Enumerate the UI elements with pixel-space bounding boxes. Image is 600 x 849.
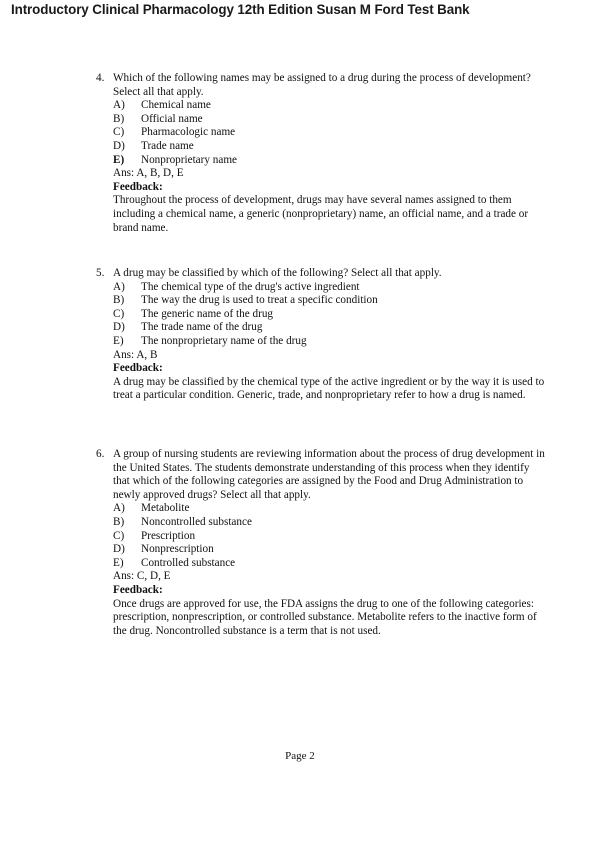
option-letter: C): [113, 529, 125, 542]
document-banner-title: Introductory Clinical Pharmacology 12th Edition Susan M Ford Test Bank: [11, 2, 470, 17]
option-text: Controlled substance: [141, 556, 236, 569]
option-letter: A): [113, 99, 125, 112]
answer-key: Ans: A, B: [113, 348, 158, 361]
option-e: [113, 335, 546, 349]
question-5: [96, 267, 546, 403]
question-text: A group of nursing students are reviewing information about the process of drug development in the United States. The students demonstrate understanding of this process when they identify that which of the following categories are assigned by the Food and Drug Administration to newly approved drugs? Select all that apply.: [113, 448, 545, 501]
option-letter: B): [113, 515, 125, 528]
option-text: Pharmacologic name: [141, 126, 236, 139]
question-number: 6.: [96, 448, 105, 460]
option-letter: D): [113, 321, 125, 334]
answer-key: Ans: C, D, E: [113, 570, 171, 583]
answer-options: [113, 99, 546, 167]
option-text: Chemical name: [141, 99, 211, 112]
feedback-text: A drug may be classified by the chemical type of the active ingredient or by the way it is used to treat a particular condition. Generic, trade, and nonproprietary refer to how a drug is named.: [113, 375, 545, 402]
option-c: [113, 530, 546, 544]
option-text: Noncontrolled substance: [141, 515, 252, 528]
feedback-label: Feedback:: [113, 583, 163, 596]
option-text: The chemical type of the drug's active ingredient: [141, 280, 360, 293]
option-text: Nonproprietary name: [141, 153, 237, 166]
question-number: 5.: [96, 267, 105, 279]
page-number: Page 2: [285, 750, 315, 762]
option-c: [113, 308, 546, 322]
answer-key: Ans: A, B, D, E: [113, 167, 184, 180]
option-letter: C): [113, 126, 125, 139]
option-letter: E): [113, 153, 125, 166]
option-d: [113, 543, 546, 557]
option-text: Official name: [141, 112, 203, 125]
option-a: [113, 502, 546, 516]
option-text: The nonproprietary name of the drug: [141, 334, 307, 347]
question-number: 4.: [96, 72, 105, 84]
option-b: [113, 294, 546, 308]
answer-options: [113, 502, 546, 570]
option-letter: D): [113, 543, 125, 556]
feedback-label: Feedback:: [113, 180, 163, 193]
question-text: A drug may be classified by which of the following? Select all that apply.: [113, 267, 442, 279]
question-6: [96, 448, 546, 638]
answer-options: [113, 281, 546, 349]
option-letter: B): [113, 294, 125, 307]
option-letter: A): [113, 280, 125, 293]
option-c: [113, 126, 546, 140]
option-text: Nonprescription: [141, 543, 214, 556]
option-a: [113, 281, 546, 295]
option-e: [113, 154, 546, 168]
option-text: Prescription: [141, 529, 196, 542]
feedback-text: Once drugs are approved for use, the FDA assigns the drug to one of the following categories: prescription, nonprescription, or controlled substance. Metabolite refers to the inactive form of the drug. Noncontrolled substance is a term that is not used.: [113, 597, 537, 637]
option-text: The way the drug is used to treat a specific condition: [141, 294, 378, 307]
option-b: [113, 516, 546, 530]
option-letter: D): [113, 139, 125, 152]
option-text: The generic name of the drug: [141, 307, 274, 320]
feedback-text: Throughout the process of development, drugs may have several names assigned to them including a chemical name, a generic (nonproprietary) name, an official name, and a trade or brand name.: [113, 194, 529, 234]
option-text: The trade name of the drug: [141, 321, 263, 334]
option-letter: B): [113, 112, 125, 125]
option-text: Trade name: [141, 139, 194, 152]
option-b: [113, 113, 546, 127]
option-e: [113, 557, 546, 571]
option-letter: A): [113, 502, 125, 515]
option-d: [113, 321, 546, 335]
option-d: [113, 140, 546, 154]
question-4: [96, 72, 546, 235]
option-a: [113, 99, 546, 113]
option-letter: E): [113, 334, 124, 347]
option-letter: C): [113, 307, 125, 320]
feedback-label: Feedback:: [113, 362, 163, 375]
option-text: Metabolite: [141, 502, 190, 515]
question-text: Which of the following names may be assigned to a drug during the process of development? Select all that apply.: [113, 72, 531, 98]
option-letter: E): [113, 556, 124, 569]
